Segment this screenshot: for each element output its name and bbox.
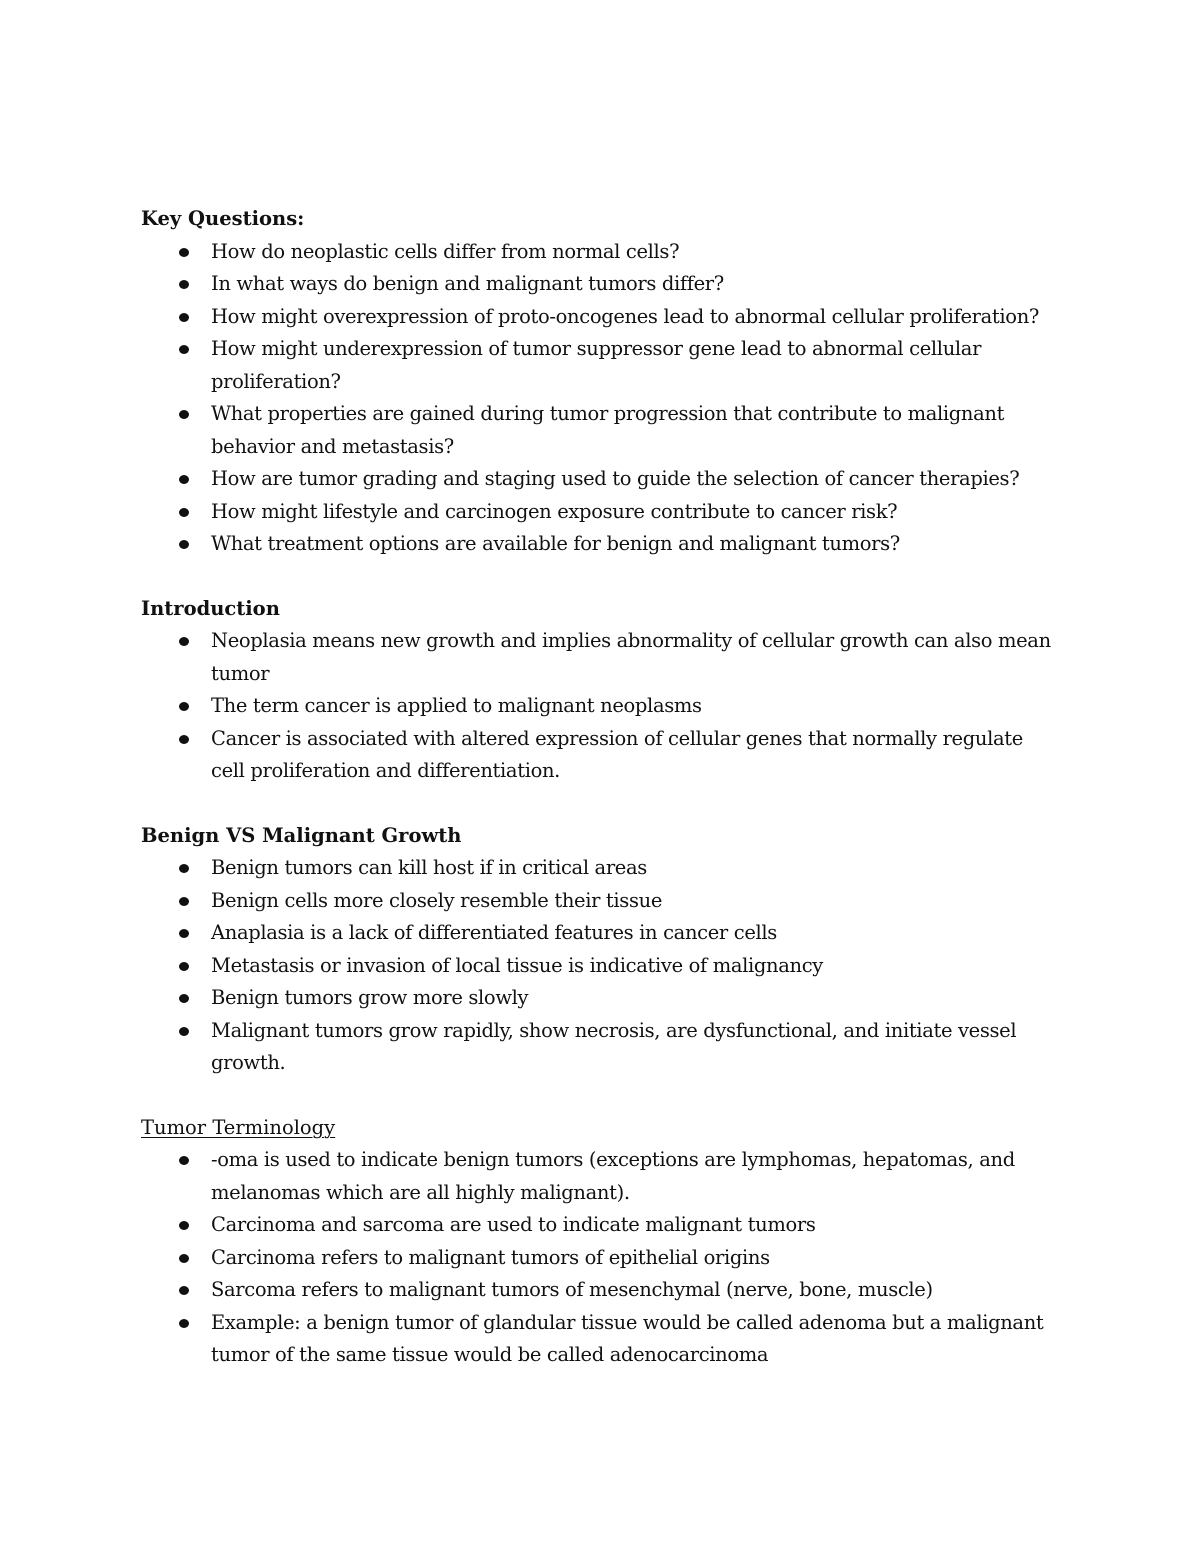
bullet-icon	[179, 637, 189, 646]
list-item	[141, 398, 1061, 463]
list-item	[141, 950, 1061, 983]
list-item	[141, 917, 1061, 950]
list-item-text: How do neoplastic cells differ from normal cells?	[211, 239, 680, 263]
list-item	[141, 1274, 1061, 1307]
bullet-icon	[179, 962, 189, 971]
bullet-icon	[179, 345, 189, 354]
list-item	[141, 301, 1061, 334]
list-item	[141, 236, 1061, 269]
bullet-icon	[179, 475, 189, 484]
section-heading: Key Questions:	[141, 207, 305, 230]
bullet-icon	[179, 1254, 189, 1263]
list-item-text: In what ways do benign and malignant tumors differ?	[211, 272, 724, 295]
list-item-text: Example: a benign tumor of glandular tissue would be called adenoma but a malignant tumor of the same tissue would be called adenocarcinoma	[211, 1310, 1044, 1366]
bullet-icon	[179, 702, 189, 711]
list-item	[141, 1307, 1061, 1372]
list-item-text: The term cancer is applied to malignant neoplasms	[211, 694, 702, 717]
list-item-text: Malignant tumors grow rapidly, show necrosis, are dysfunctional, and initiate vessel growth.	[211, 1018, 1017, 1074]
list-item	[141, 333, 1061, 398]
bullet-icon	[179, 864, 189, 873]
list-item-text: Cancer is associated with altered expression of cellular genes that normally regulate cell proliferation and differentiation.	[211, 726, 1023, 782]
list-item-text: Metastasis or invasion of local tissue is indicative of malignancy	[211, 953, 823, 977]
list-item	[141, 982, 1061, 1015]
list-item-text: Carcinoma and sarcoma are used to indicate malignant tumors	[211, 1213, 816, 1236]
bullet-icon	[179, 248, 189, 257]
bullet-list	[141, 625, 1061, 788]
list-item-text: What treatment options are available for benign and malignant tumors?	[211, 532, 900, 555]
section-benign-vs-malignant	[141, 820, 1061, 1080]
bullet-icon	[179, 897, 189, 906]
bullet-icon	[179, 1221, 189, 1230]
document-page	[141, 203, 1061, 1372]
bullet-icon	[179, 994, 189, 1003]
list-item-text: -oma is used to indicate benign tumors (exceptions are lymphomas, hepatomas, and melanomas which are all highly malignant).	[211, 1148, 1015, 1204]
bullet-icon	[179, 410, 189, 419]
bullet-list	[141, 236, 1061, 561]
section-heading: Tumor Terminology	[141, 1115, 336, 1139]
bullet-icon	[179, 313, 189, 322]
section-heading: Introduction	[141, 596, 280, 620]
list-item	[141, 885, 1061, 918]
list-item	[141, 625, 1061, 690]
list-item-text: Anaplasia is a lack of differentiated features in cancer cells	[211, 921, 777, 944]
list-item-text: How are tumor grading and staging used to guide the selection of cancer therapies?	[211, 467, 1020, 490]
bullet-icon	[179, 508, 189, 517]
list-item	[141, 528, 1061, 561]
list-item	[141, 690, 1061, 723]
list-item	[141, 268, 1061, 301]
list-item	[141, 1144, 1061, 1209]
list-item-text: How might underexpression of tumor suppressor gene lead to abnormal cellular proliferation?	[211, 337, 982, 393]
list-item	[141, 1209, 1061, 1242]
list-item	[141, 463, 1061, 496]
bullet-icon	[179, 1027, 189, 1036]
list-item-text: What properties are gained during tumor progression that contribute to malignant behavior and metastasis?	[211, 402, 1005, 458]
list-item-text: Benign tumors grow more slowly	[211, 986, 529, 1009]
bullet-icon	[179, 1156, 189, 1165]
list-item-text: Benign cells more closely resemble their tissue	[211, 888, 663, 912]
bullet-icon	[179, 540, 189, 549]
list-item	[141, 496, 1061, 529]
bullet-icon	[179, 1286, 189, 1295]
section-tumor-terminology	[141, 1112, 1061, 1372]
list-item-text: Benign tumors can kill host if in critical areas	[211, 856, 647, 879]
list-item-text: Carcinoma refers to malignant tumors of epithelial origins	[211, 1245, 770, 1269]
list-item	[141, 723, 1061, 788]
section-key-questions	[141, 203, 1061, 561]
bullet-icon	[179, 929, 189, 938]
list-item	[141, 1242, 1061, 1275]
section-heading: Benign VS Malignant Growth	[141, 823, 462, 847]
bullet-list	[141, 1144, 1061, 1372]
list-item	[141, 852, 1061, 885]
bullet-icon	[179, 735, 189, 744]
list-item-text: How might lifestyle and carcinogen exposure contribute to cancer risk?	[211, 499, 898, 523]
list-item	[141, 1015, 1061, 1080]
bullet-icon	[179, 1319, 189, 1328]
list-item-text: How might overexpression of proto-oncogenes lead to abnormal cellular proliferation?	[211, 304, 1040, 328]
bullet-list	[141, 852, 1061, 1080]
bullet-icon	[179, 280, 189, 289]
list-item-text: Neoplasia means new growth and implies abnormality of cellular growth can also mean tumor	[211, 629, 1051, 685]
list-item-text: Sarcoma refers to malignant tumors of mesenchymal (nerve, bone, muscle)	[211, 1278, 933, 1301]
section-introduction	[141, 593, 1061, 788]
